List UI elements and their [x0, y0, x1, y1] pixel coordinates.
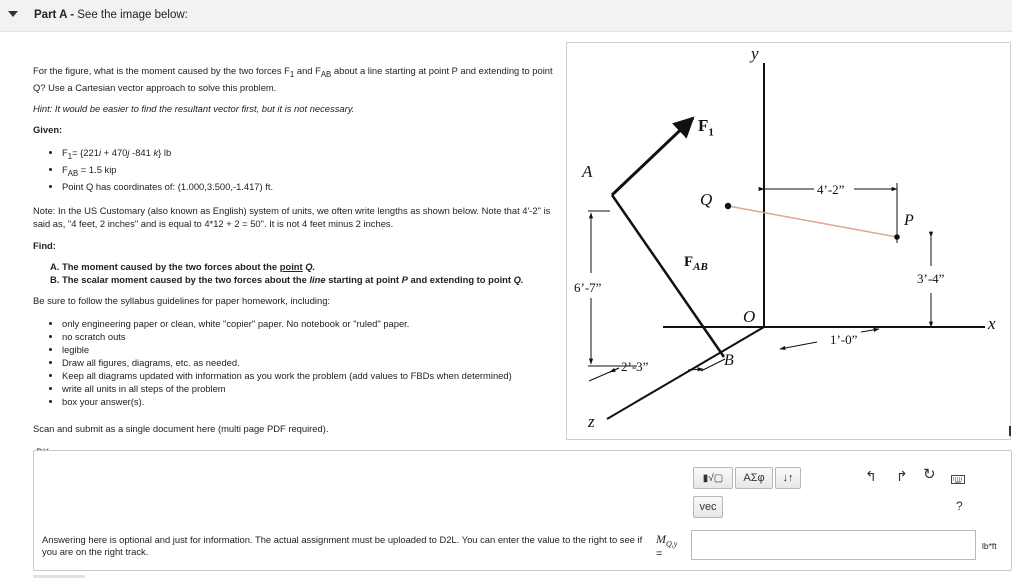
- dim-6-7-label: 6’-7”: [574, 280, 602, 295]
- origin-o-label: O: [743, 307, 756, 326]
- answer-unit: lb*ft: [982, 541, 997, 551]
- problem-text: [33, 64, 563, 458]
- force-f1-arrow: [612, 118, 693, 195]
- figure-drawing: [567, 43, 1012, 441]
- given-label: Given:: [33, 123, 63, 135]
- guidelines-list: [33, 317, 563, 408]
- dim-3-4-label: 3’-4”: [917, 271, 945, 286]
- point-q-label: Q: [700, 190, 713, 209]
- guideline-item: • write all units in all steps of the problem: [62, 382, 563, 395]
- redo-icon[interactable]: ↱: [896, 468, 908, 484]
- point-p-dot: [894, 234, 900, 240]
- undo-icon[interactable]: ↰: [865, 468, 877, 484]
- point-q-dot: [725, 203, 731, 209]
- find-b: B. The scalar moment caused by the two forces about the line starting at point P and extending to point Q.: [50, 273, 524, 285]
- guideline-item: • only engineering paper or clean, white "copier" paper. No notebook or "ruled" paper.: [62, 317, 563, 330]
- units-note: Note: In the US Customary (also known as English) system of units, we often write lengths as shown below. Note that 4'-2" is said as, "4 feet, 2 inches" and is equal to 4*12 + 2 = 50". It is not 4 feet minus 2 inches.: [33, 204, 551, 229]
- point-p-label: P: [904, 212, 914, 229]
- given-f1: • $F_1= \{221i + 470j$ -841 k} lb: [62, 146, 563, 163]
- given-fab: • $F_{AB} = 1.5$ kip: [62, 163, 563, 180]
- guideline-item: • legible: [62, 343, 563, 356]
- part-title: Part A - See the image below:: [34, 9, 188, 21]
- axis-x-label: x: [988, 314, 996, 333]
- submit-note: Scan and submit as a single document here (multi page PDF required).: [33, 422, 329, 434]
- collapse-caret-icon[interactable]: [8, 11, 18, 17]
- question: For the figure, what is the moment caused by the two forces $F_1$ and $F_{AB}$ about a line starting at point P and extending to point Q? Use a Cartesian vector approach to solve this problem.: [33, 65, 553, 93]
- guideline-item: • box your answer(s).: [62, 395, 563, 408]
- find-label: Find:: [33, 239, 56, 251]
- greek-symbols-button[interactable]: ΑΣφ: [735, 467, 773, 489]
- answer-equals: =: [656, 548, 663, 560]
- dim-2-3-label: 2’-3”: [621, 359, 649, 374]
- force-fab-label: $F_{AB}$: [684, 254, 708, 273]
- vec-button[interactable]: vec: [693, 496, 723, 518]
- guideline-item: • Draw all figures, diagrams, etc. as needed.: [62, 356, 563, 369]
- help-icon[interactable]: ?: [956, 499, 963, 513]
- part-header[interactable]: [0, 0, 1012, 32]
- find-list: [33, 260, 563, 286]
- axis-y-label: y: [751, 44, 759, 63]
- find-a: A. The moment caused by the two forces about the point Q.: [50, 260, 316, 272]
- dim-4-2-label: 4’-2”: [817, 182, 845, 197]
- dim-1-0-label: 1’-0”: [830, 332, 858, 347]
- point-b-label: B: [724, 352, 734, 369]
- guideline-item: • Keep all diagrams updated with information as you work the problem (add values to FBDs when determined): [62, 369, 563, 382]
- arrows-button[interactable]: ↓↑: [775, 467, 801, 489]
- resize-handle[interactable]: [1009, 426, 1011, 436]
- problem-figure: [566, 42, 1011, 440]
- answer-input[interactable]: [691, 530, 976, 560]
- answer-panel: [33, 450, 1012, 571]
- syllabus-note: Be sure to follow the syllabus guidelines for paper homework, including:: [33, 294, 331, 306]
- answer-variable-label: $M_{Q,y}$: [656, 532, 678, 549]
- line-pq: [728, 206, 897, 237]
- guideline-item: • no scratch outs: [62, 330, 563, 343]
- reset-icon[interactable]: ↻: [923, 466, 936, 483]
- template-button[interactable]: ▮√▢: [693, 467, 733, 489]
- force-f1-label: $F_1$: [698, 116, 714, 139]
- hint: Hint: It would be easier to find the resultant vector first, but it is not necessary.: [33, 102, 355, 114]
- answer-info: Answering here is optional and just for information. The actual assignment must be uploaded to D2L. You can enter the value to the right to see if you are on the right track.: [42, 534, 643, 557]
- axis-z-label: z: [588, 412, 595, 431]
- point-a-label: A: [582, 162, 593, 181]
- given-list: [33, 146, 563, 193]
- keyboard-icon[interactable]: [951, 472, 965, 486]
- given-q: • Point Q has coordinates of: (1.000,3.500,-1.417) ft.: [62, 180, 563, 193]
- force-fab-line: [612, 195, 724, 357]
